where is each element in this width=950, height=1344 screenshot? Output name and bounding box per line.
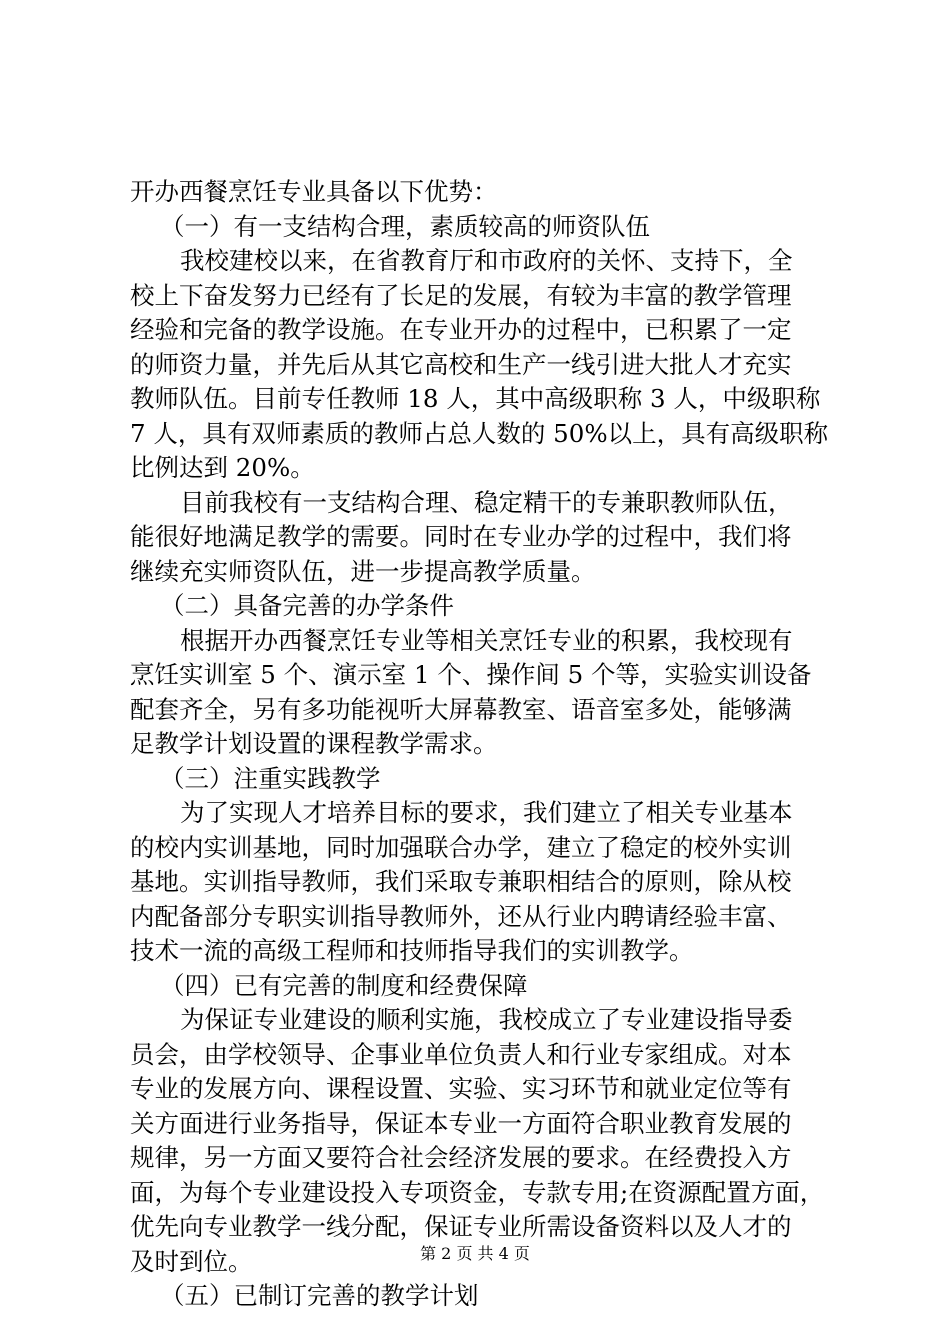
text-line: 及时到位。	[130, 1246, 253, 1276]
text-line: 的校内实训基地，同时加强联合办学，建立了稳定的校外实训	[130, 832, 792, 862]
text-line: （一）有一支结构合理，素质较高的师资队伍	[160, 211, 650, 241]
text-line: 校上下奋发努力已经有了长足的发展，有较为丰富的教学管理	[130, 280, 792, 310]
text-line: 教师队伍。目前专任教师 18 人，其中高级职称 3 人，中级职称	[130, 384, 821, 413]
text-line: 基地。实训指导教师，我们采取专兼职相结合的原则，除从校	[130, 867, 792, 896]
text-line: 技术一流的高级工程师和技师指导我们的实训教学。	[130, 936, 694, 965]
text-line: 配套齐全，另有多功能视听大屏幕教室、语音室多处，能够满	[130, 694, 792, 724]
text-line: 专业的发展方向、课程设置、实验、实习环节和就业定位等有	[130, 1074, 792, 1103]
text-line: 为保证专业建设的顺利实施，我校成立了专业建设指导委	[180, 1005, 793, 1034]
text-line: 员会，由学校领导、企事业单位负责人和行业专家组成。对本	[130, 1039, 792, 1069]
document-body	[130, 175, 830, 1314]
text-line: （三）注重实践教学	[160, 763, 381, 793]
text-line: 根据开办西餐烹饪专业等相关烹饪专业的积累，我校现有	[180, 625, 793, 655]
text-line: 为了实现人才培养目标的要求，我们建立了相关专业基本	[180, 798, 793, 827]
text-line: 能很好地满足教学的需要。同时在专业办学的过程中，我们将	[130, 522, 792, 551]
page-footer: 第 2 页 共 4 页	[420, 1244, 530, 1263]
text-line: 优先向专业教学一线分配，保证专业所需设备资料以及人才的	[130, 1212, 792, 1241]
text-line: 内配备部分专职实训指导教师外，还从行业内聘请经验丰富、	[130, 901, 792, 931]
text-line: 7 人，具有双师素质的教师占总人数的 50%以上，具有高级职称	[130, 418, 829, 448]
text-line: 面，为每个专业建设投入专项资金，专款专用;在资源配置方面，	[130, 1177, 825, 1207]
text-line: 目前我校有一支结构合理、稳定精干的专兼职教师队伍，	[180, 487, 793, 517]
text-line: 关方面进行业务指导，保证本专业一方面符合职业教育发展的	[130, 1108, 792, 1138]
text-line: 继续充实师资队伍，进一步提高教学质量。	[130, 556, 596, 586]
text-line: 比例达到 20%。	[130, 453, 315, 482]
text-line: （二）具备完善的办学条件	[160, 591, 454, 620]
text-line: 的师资力量，并先后从其它高校和生产一线引进大批人才充实	[130, 349, 792, 379]
text-line: 经验和完备的教学设施。在专业开办的过程中，已积累了一定	[130, 315, 792, 344]
text-line: （四）已有完善的制度和经费保障	[160, 970, 528, 1000]
text-line: （五）已制订完善的教学计划	[160, 1281, 479, 1310]
text-line: 烹饪实训室 5 个、演示室 1 个、操作间 5 个等，实验实训设备	[130, 660, 812, 689]
text-line: 开办西餐烹饪专业具备以下优势：	[130, 177, 498, 206]
text-line: 我校建校以来，在省教育厅和市政府的关怀、支持下，全	[180, 246, 793, 275]
text-line: 足教学计划设置的课程教学需求。	[130, 729, 498, 758]
text-line: 规律，另一方面又要符合社会经济发展的要求。在经费投入方	[130, 1143, 792, 1172]
